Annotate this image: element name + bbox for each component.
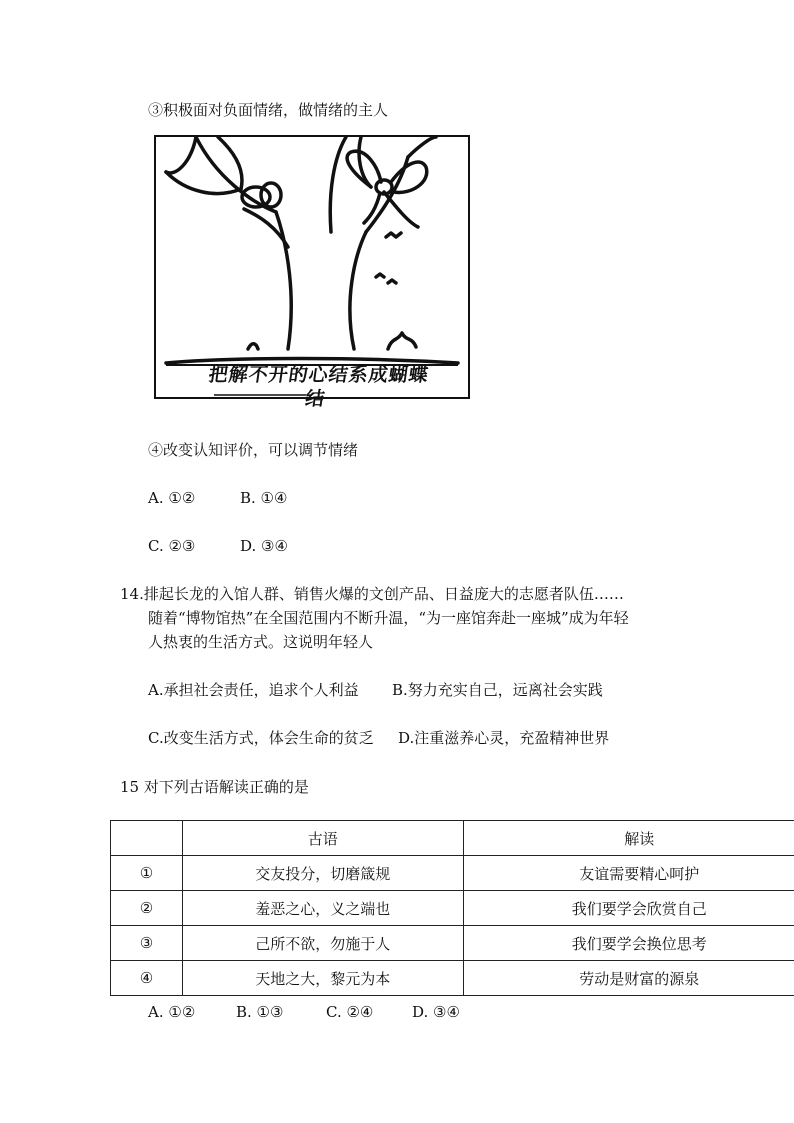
cartoon-caption: 把解不开的心结系成蝴蝶结: [207, 364, 431, 410]
q13-option-b[interactable]: B. ①④: [240, 489, 288, 507]
table-cell: 劳动是财富的源泉: [463, 961, 794, 996]
q14-stem-line-3: 人热衷的生活方式。这说明年轻人: [148, 633, 374, 651]
table-cell: 我们要学会换位思考: [463, 926, 794, 961]
table-cell: ②: [111, 891, 183, 926]
table-header-cell: 解读: [463, 821, 794, 856]
q14-option-b[interactable]: B.努力充实自己，远离社会实践: [392, 681, 603, 699]
table-row: [111, 961, 794, 996]
ancient-quotes-table: [110, 820, 794, 996]
table-row: [111, 856, 794, 891]
q13-option-a[interactable]: A. ①②: [148, 489, 196, 507]
table-header-cell: 古语: [182, 821, 463, 856]
q15-stem: 15 对下列古语解读正确的是: [120, 778, 309, 796]
tree-bow-cartoon: [154, 135, 470, 410]
q13-option-d[interactable]: D. ③④: [240, 537, 288, 555]
table-cell: ③: [111, 926, 183, 961]
table-cell: ④: [111, 961, 183, 996]
statement-4: ④改变认知评价，可以调节情绪: [148, 441, 359, 459]
statement-3: ③积极面对负面情绪，做情绪的主人: [148, 101, 389, 119]
q14-stem-line-1: 14.排起长龙的入馆人群、销售火爆的文创产品、日益庞大的志愿者队伍……: [120, 585, 624, 603]
q14-option-c[interactable]: C.改变生活方式，体会生命的贫乏: [148, 729, 374, 747]
table-cell: 我们要学会欣赏自己: [463, 891, 794, 926]
table-row: [111, 926, 794, 961]
table-cell: 天地之大，黎元为本: [182, 961, 463, 996]
tree-drawing-icon: [156, 137, 468, 397]
table-cell: 友谊需要精心呵护: [463, 856, 794, 891]
table-cell: ①: [111, 856, 183, 891]
q15-option-d[interactable]: D. ③④: [412, 1003, 460, 1021]
q14-option-d[interactable]: D.注重滋养心灵，充盈精神世界: [398, 729, 610, 747]
q14-stem-line-2: 随着“博物馆热”在全国范围内不断升温，“为一座馆奔赴一座城”成为年轻: [148, 609, 629, 627]
table-header-cell: [111, 821, 183, 856]
table-cell: 己所不欲，勿施于人: [182, 926, 463, 961]
table-cell: 交友投分，切磨箴规: [182, 856, 463, 891]
table-header-row: [111, 821, 794, 856]
q15-option-b[interactable]: B. ①③: [236, 1003, 284, 1021]
q15-option-a[interactable]: A. ①②: [148, 1003, 196, 1021]
q13-option-c[interactable]: C. ②③: [148, 537, 196, 555]
q14-option-a[interactable]: A.承担社会责任，追求个人利益: [148, 681, 359, 699]
table-cell: 羞恶之心，义之端也: [182, 891, 463, 926]
table-row: [111, 891, 794, 926]
q15-option-c[interactable]: C. ②④: [326, 1003, 374, 1021]
